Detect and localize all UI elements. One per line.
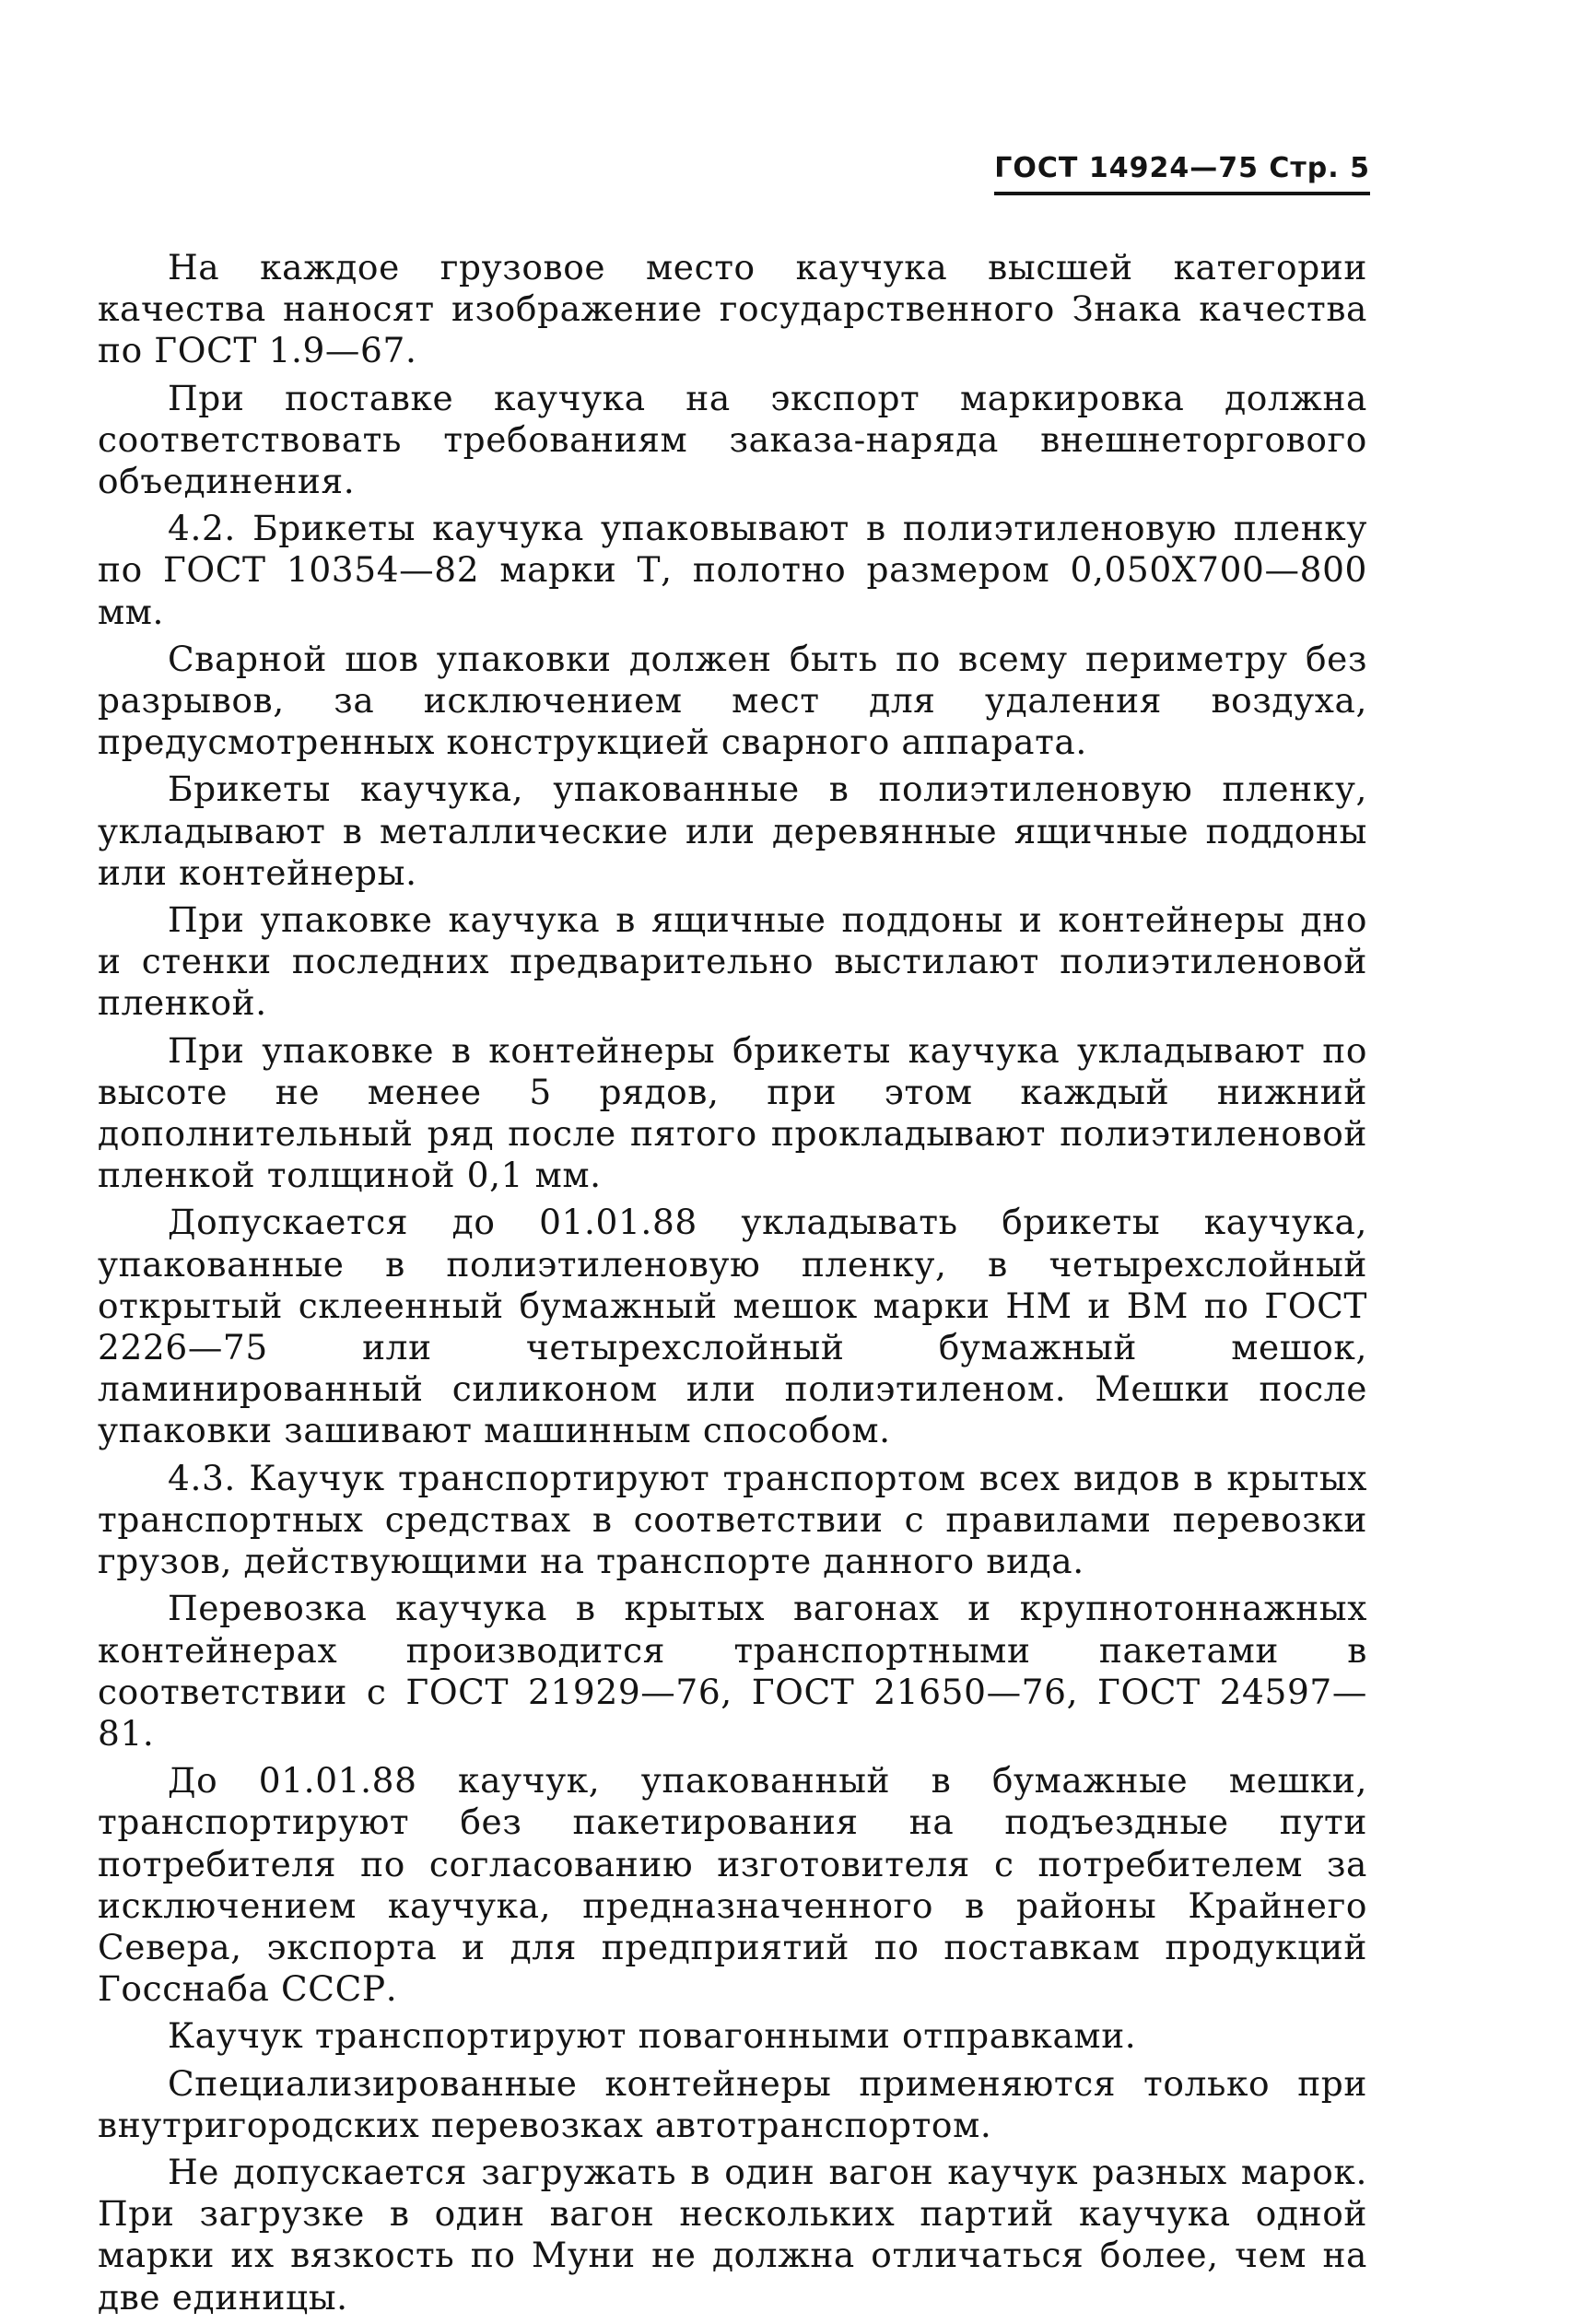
paragraph: При упаковке каучука в ящичные поддоны и контейнеры дно и стенки последних предварительно выстилают полиэтиленовой пленкой. [98,899,1367,1024]
paragraph: Перевозка каучука в крытых вагонах и крупнотоннажных контейнерах производится транспортными пакетами в соответствии с ГОСТ 21929—76, ГОСТ 21650—76, ГОСТ 24597—81. [98,1588,1367,1754]
paragraph: Брикеты каучука, упакованные в полиэтиленовую пленку, укладывают в металлические или деревянные ящичные поддоны или контейнеры. [98,769,1367,893]
paragraph: Допускается до 01.01.88 укладывать брикеты каучука, упакованные в полиэтиленовую пленку, в четырехслойный открытый склеенный бумажный мешок марки НМ и ВМ по ГОСТ 2226—75 или четырехслойный бумажный мешок, ламинированный силиконом или полиэтиленом. Мешки после упаковки зашивают машинным способом. [98,1202,1367,1451]
page-header: ГОСТ 14924—75 Стр. 5 [994,152,1370,195]
document-body [98,247,1367,2324]
paragraph: При поставке каучука на экспорт маркировка должна соответствовать требованиям заказа-наряда внешнеторгового объединения. [98,377,1367,502]
paragraph: До 01.01.88 каучук, упакованный в бумажные мешки, транспортируют без пакетирования на подъездные пути потребителя по согласованию изготовителя с потребителем за исключением каучука, предназначенного в районы Крайнего Севера, экспорта и для предприятий по поставкам продукций Госснаба СССР. [98,1760,1367,2010]
paragraph: При упаковке в контейнеры брикеты каучука укладывают по высоте не менее 5 рядов, при этом каждый нижний дополнительный ряд после пятого прокладывают полиэтиленовой пленкой толщиной 0,1 мм. [98,1029,1367,1196]
paragraph: Сварной шов упаковки должен быть по всему периметру без разрывов, за исключением мест для удаления воздуха, предусмотренных конструкцией сварного аппарата. [98,638,1367,763]
paragraph: Не допускается загружать в один вагон каучук разных марок. При загрузке в один вагон нескольких партий каучука одной марки их вязкость по Муни не должна отличаться более, чем на две единицы. [98,2151,1367,2318]
paragraph: 4.3. Каучук транспортируют транспортом всех видов в крытых транспортных средствах в соответствии с правилами перевозки грузов, действующими на транспорте данного вида. [98,1457,1367,1582]
paragraph: Каучук транспортируют повагонными отправками. [168,2015,1137,2057]
paragraph: 4.2. Брикеты каучука упаковывают в полиэтиленовую пленку по ГОСТ 10354—82 марки Т, полотно размером 0,050Х700—800 мм. [98,508,1367,632]
paragraph: На каждое грузовое место каучука высшей категории качества наносят изображение государственного Знака качества по ГОСТ 1.9—67. [98,247,1367,371]
paragraph: Специализированные контейнеры применяются только при внутригородских перевозках автотранспортом. [98,2062,1367,2145]
